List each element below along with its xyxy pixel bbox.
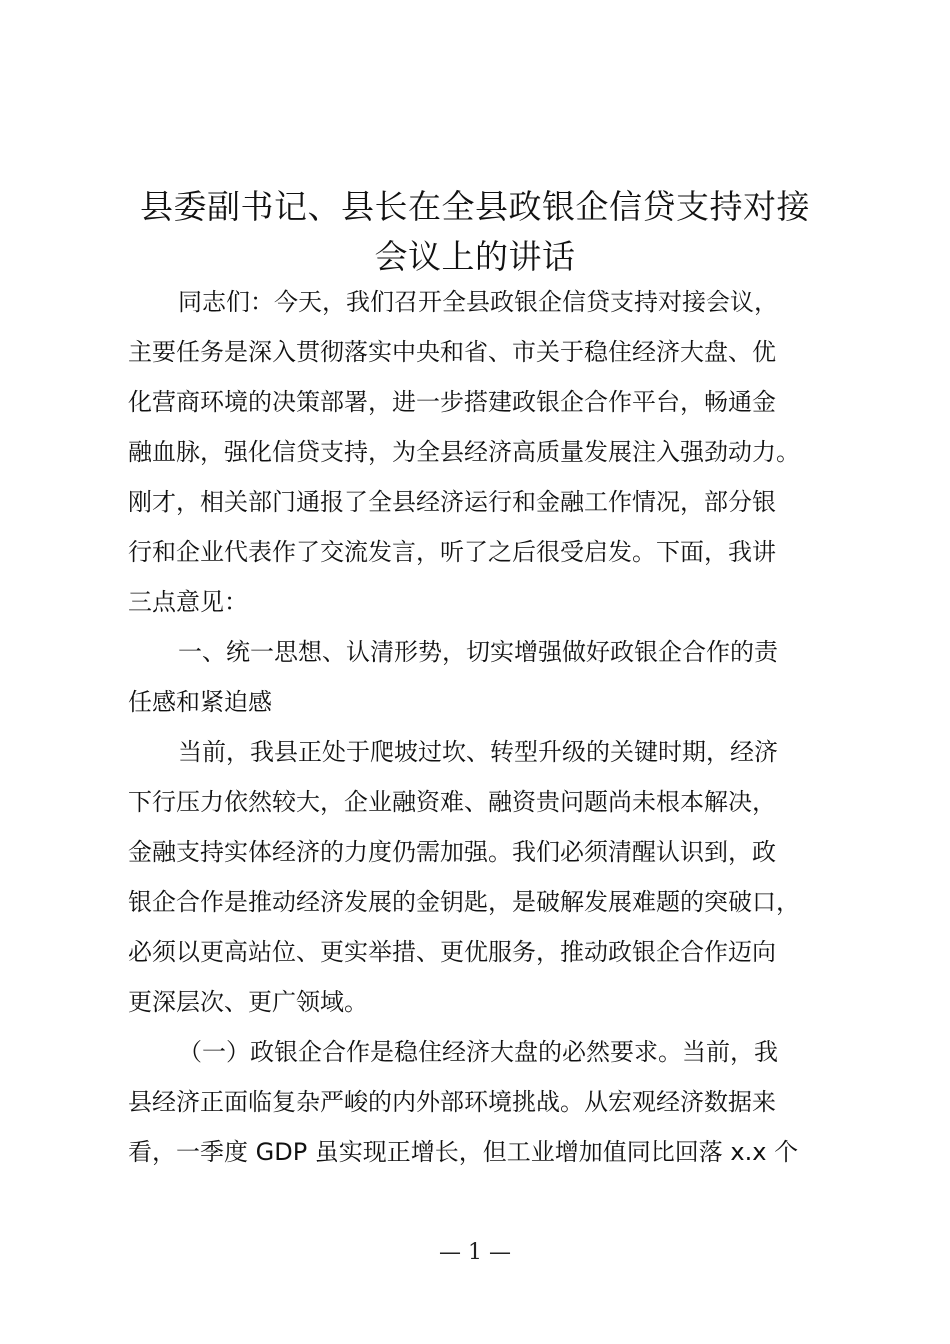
body-line-2: 主要任务是深入贯彻落实中央和省、市关于稳住经济大盘、优	[128, 338, 776, 366]
body-line-10: 当前，我县正处于爬坡过坎、转型升级的关键时期，经济	[178, 738, 778, 766]
body-line-7: 三点意见：	[128, 588, 248, 616]
body-line-12: 金融支持实体经济的力度仍需加强。我们必须清醒认识到，政	[128, 838, 776, 866]
body-line-4: 融血脉，强化信贷支持，为全县经济高质量发展注入强劲动力。	[128, 438, 800, 466]
body-line-6: 行和企业代表作了交流发言，听了之后很受启发。下面，我讲	[128, 538, 776, 566]
section-heading-line-2: 任感和紧迫感	[128, 688, 272, 716]
body-line-16: （一）政银企合作是稳住经济大盘的必然要求。当前，我	[178, 1038, 778, 1066]
section-heading-line-1: 一、统一思想、认清形势，切实增强做好政银企合作的责	[178, 638, 778, 666]
body-line-15: 更深层次、更广领域。	[128, 988, 368, 1016]
body-line-11: 下行压力依然较大，企业融资难、融资贵问题尚未根本解决，	[128, 788, 776, 816]
body-line-1: 同志们：今天，我们召开全县政银企信贷支持对接会议，	[178, 288, 778, 316]
body-line-5: 刚才，相关部门通报了全县经济运行和金融工作情况，部分银	[128, 488, 776, 516]
body-line-13: 银企合作是推动经济发展的金钥匙，是破解发展难题的突破口，	[128, 888, 800, 916]
body-line-17: 县经济正面临复杂严峻的内外部环境挑战。从宏观经济数据来	[128, 1088, 776, 1116]
document-title-line-2: 会议上的讲话	[374, 237, 576, 276]
body-line-18: 看，一季度 GDP 虽实现正增长，但工业增加值同比回落 x.x 个	[128, 1138, 799, 1166]
document-title-line-1: 县委副书记、县长在全县政银企信贷支持对接	[140, 187, 810, 226]
body-line-14: 必须以更高站位、更实举措、更优服务，推动政银企合作迈向	[128, 938, 776, 966]
page-number: — 1 —	[439, 1240, 511, 1265]
body-line-3: 化营商环境的决策部署，进一步搭建政银企合作平台，畅通金	[128, 388, 776, 416]
